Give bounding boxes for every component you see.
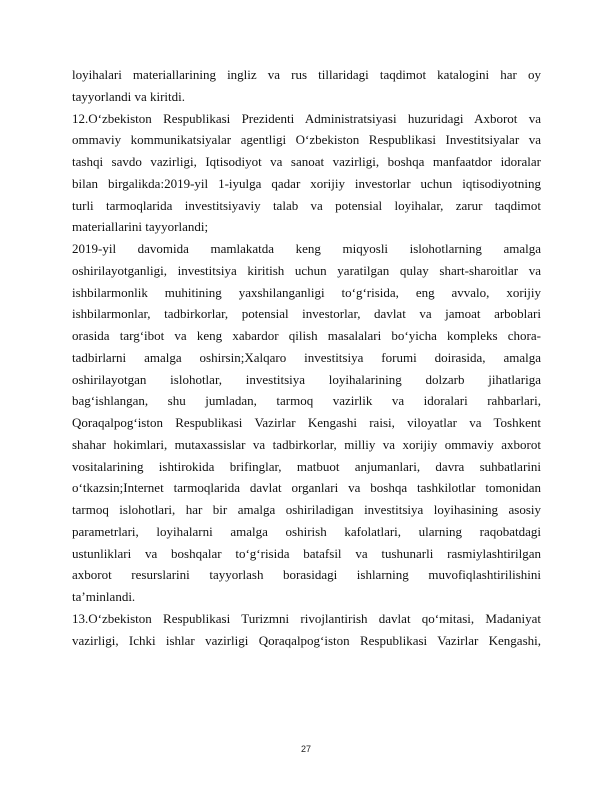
text-line: oshirilayotgan islohotlar, investitsiya loyihalarining dolzarb jihatlariga — [72, 371, 541, 387]
text-line: ustunliklari va boshqalar to‘g‘risida batafsil va tushunarli rasmiylashtirilgan — [72, 545, 541, 561]
text-line: axborot resurslarini tayyorlash borasidagi ishlarning muvofiqlashtirilishini — [72, 567, 541, 583]
text-line: vositalarining ishtirokida brifinglar, matbuot anjumanlari, davra suhbatlarini — [72, 458, 541, 474]
text-line: tadbirlarni amalga oshirsin;Xalqaro investitsiya forumi doirasida, amalga — [72, 349, 541, 365]
text-line: ishbilarmonlik muhitining yaxshilanganligi to‘g‘risida, eng avvalo, xorijiy — [72, 284, 541, 300]
text-line: bag‘ishlangan, shu jumladan, tarmoq vazirlik va idoralari rahbarlari, — [72, 393, 541, 409]
page-number: 27 — [300, 744, 311, 754]
text-line: shahar hokimlari, mutaxassislar va tadbirkorlar, milliy va xorijiy ommaviy axborot — [72, 436, 541, 452]
paragraph-3 — [72, 238, 541, 608]
text-line: loyihalari materiallarining ingliz va rus tillaridagi taqdimot katalogini har oy — [72, 67, 541, 82]
text-line: tayyorlandi va kiritdi. — [72, 88, 186, 104]
text-line: materiallarini tayyorlandi; — [72, 219, 209, 235]
text-line: ommaviy kommunikatsiyalar agentligi O‘zbekiston Respublikasi Investitsiyalar va — [72, 132, 541, 148]
paragraph-2 — [72, 108, 541, 239]
document-page — [72, 64, 541, 651]
text-line: Qoraqalpog‘iston Respublikasi Vazirlar Kengashi raisi, viloyatlar va Toshkent — [72, 415, 541, 430]
text-line: tarmoq islohotlari, har bir amalga oshiriladigan investitsiya loyihasining asosiy — [72, 502, 541, 517]
text-line: bilan birgalikda:2019-yil 1-iyulga qadar xorijiy investorlar uchun iqtisodiyotning — [72, 175, 541, 191]
text-line: parametrlari, loyihalarni amalga oshirish kafolatlari, ularning raqobatdagi — [72, 523, 541, 539]
text-line: 2019-yil davomida mamlakatda keng miqyosli islohotlarning amalga — [72, 241, 541, 256]
paragraph-1 — [72, 64, 541, 108]
text-line: ta’minlandi. — [72, 589, 136, 604]
text-line: orasida targ‘ibot va keng xabardor qilish masalalari bo‘yicha kompleks chora- — [72, 328, 541, 343]
paragraph-4 — [72, 608, 541, 652]
text-line: turli tarmoqlarida investitsiyaviy talab va potensial loyihalar, zarur taqdimot — [72, 197, 541, 213]
text-line: o‘tkazsin;Internet tarmoqlarida davlat organlari va boshqa tashkilotlar tomonidan — [72, 480, 541, 496]
text-line: 13.O‘zbekiston Respublikasi Turizmni rivojlantirish davlat qo‘mitasi, Madaniyat — [72, 610, 541, 626]
text-line: oshirilayotganligi, investitsiya kiritish uchun yaratilgan qulay shart-sharoitlar va — [72, 262, 541, 278]
text-line: vazirligi, Ichki ishlar vazirligi Qoraqalpog‘iston Respublikasi Vazirlar Kengashi, — [72, 632, 541, 648]
text-line: tashqi savdo vazirligi, Iqtisodiyot va sanoat vazirligi, boshqa manfaatdor idoralar — [72, 154, 541, 169]
text-line: ishbilarmonlar, tadbirkorlar, potensial investorlar, davlat va jamoat arboblari — [72, 306, 541, 322]
text-line: 12.O‘zbekiston Respublikasi Prezidenti Administratsiyasi huzuridagi Axborot va — [72, 110, 541, 126]
